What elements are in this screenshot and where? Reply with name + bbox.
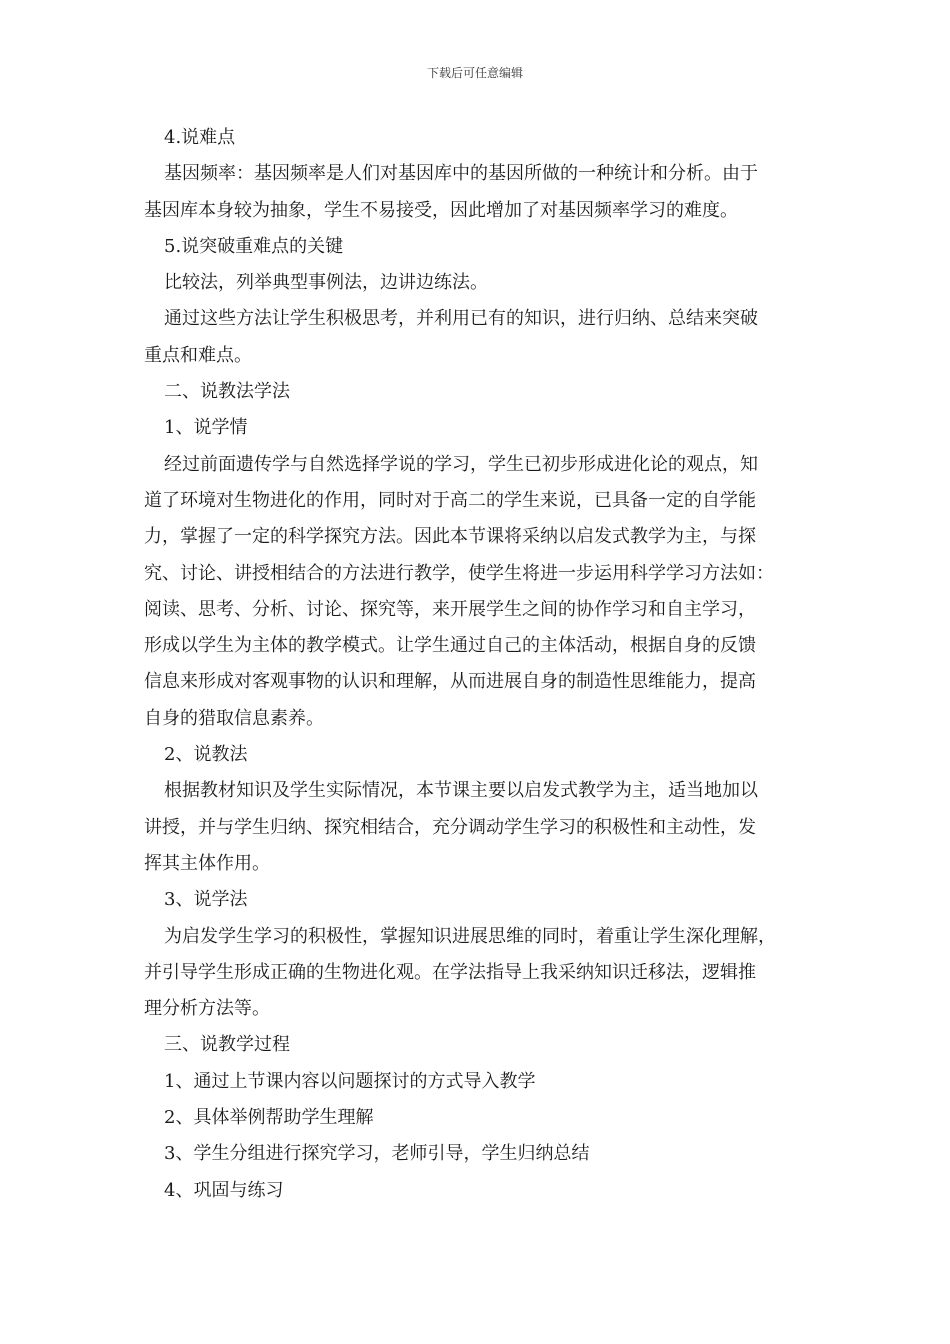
list-item: 1、通过上节课内容以问题探讨的方式导入教学 bbox=[164, 1070, 536, 1092]
paragraph-line: 信息来形成对客观事物的认识和理解，从而进展自身的制造性思维能力，提高 bbox=[144, 671, 756, 693]
paragraph-line: 比较法，列举典型事例法，边讲边练法。 bbox=[164, 272, 488, 294]
list-item: 2、具体举例帮助学生理解 bbox=[164, 1107, 374, 1129]
page-header: 下载后可任意编辑 bbox=[426, 66, 523, 80]
paragraph-line: 形成以学生为主体的教学模式。让学生通过自己的主体活动，根据自身的反馈 bbox=[144, 635, 756, 657]
document-body bbox=[144, 120, 809, 1209]
section-heading-key: 5.说突破重难点的关键 bbox=[164, 235, 344, 257]
paragraph-line: 阅读、思考、分析、讨论、探究等，来开展学生之间的协作学习和自主学习， bbox=[144, 598, 756, 620]
paragraph-line: 基因库本身较为抽象，学生不易接受，因此增加了对基因频率学习的难度。 bbox=[144, 199, 738, 221]
list-item: 4、巩固与练习 bbox=[164, 1179, 284, 1201]
section-heading-process: 三、说教学过程 bbox=[164, 1034, 290, 1056]
paragraph-line: 经过前面遗传学与自然选择学说的学习，学生已初步形成进化论的观点，知 bbox=[164, 453, 758, 475]
list-item: 3、学生分组进行探究学习，老师引导，学生归纳总结 bbox=[164, 1143, 590, 1165]
section-heading-methods: 二、说教法学法 bbox=[164, 381, 290, 403]
paragraph-line: 道了环境对生物进化的作用，同时对于高二的学生来说，已具备一定的自学能 bbox=[144, 489, 756, 511]
paragraph-line: 力，掌握了一定的科学探究方法。因此本节课将采纳以启发式教学为主，与探 bbox=[144, 526, 756, 548]
paragraph-line: 理分析方法等。 bbox=[144, 998, 270, 1020]
paragraph-line: 根据教材知识及学生实际情况，本节课主要以启发式教学为主，适当地加以 bbox=[164, 780, 758, 802]
paragraph-line: 重点和难点。 bbox=[144, 344, 252, 366]
paragraph-line: 为启发学生学习的积极性，掌握知识进展思维的同时，着重让学生深化理解， bbox=[164, 925, 776, 947]
subsection-heading-teaching: 2、说教法 bbox=[164, 744, 248, 766]
paragraph-line: 究、讨论、讲授相结合的方法进行教学，使学生将进一步运用科学学习方法如： bbox=[144, 562, 774, 584]
paragraph-line: 挥其主体作用。 bbox=[144, 852, 270, 874]
paragraph-line: 讲授，并与学生归纳、探究相结合，充分调动学生学习的积极性和主动性，发 bbox=[144, 816, 756, 838]
paragraph-line: 并引导学生形成正确的生物进化观。在学法指导上我采纳知识迁移法，逻辑推 bbox=[144, 961, 756, 983]
paragraph-line: 基因频率：基因频率是人们对基因库中的基因所做的一种统计和分析。由于 bbox=[164, 163, 758, 185]
paragraph-line: 自身的猎取信息素养。 bbox=[144, 707, 324, 729]
section-heading-difficulty: 4.说难点 bbox=[164, 127, 236, 148]
subsection-heading-students: 1、说学情 bbox=[164, 417, 248, 439]
paragraph-line: 通过这些方法让学生积极思考，并利用已有的知识，进行归纳、总结来突破 bbox=[164, 308, 758, 330]
subsection-heading-learning: 3、说学法 bbox=[164, 889, 248, 911]
